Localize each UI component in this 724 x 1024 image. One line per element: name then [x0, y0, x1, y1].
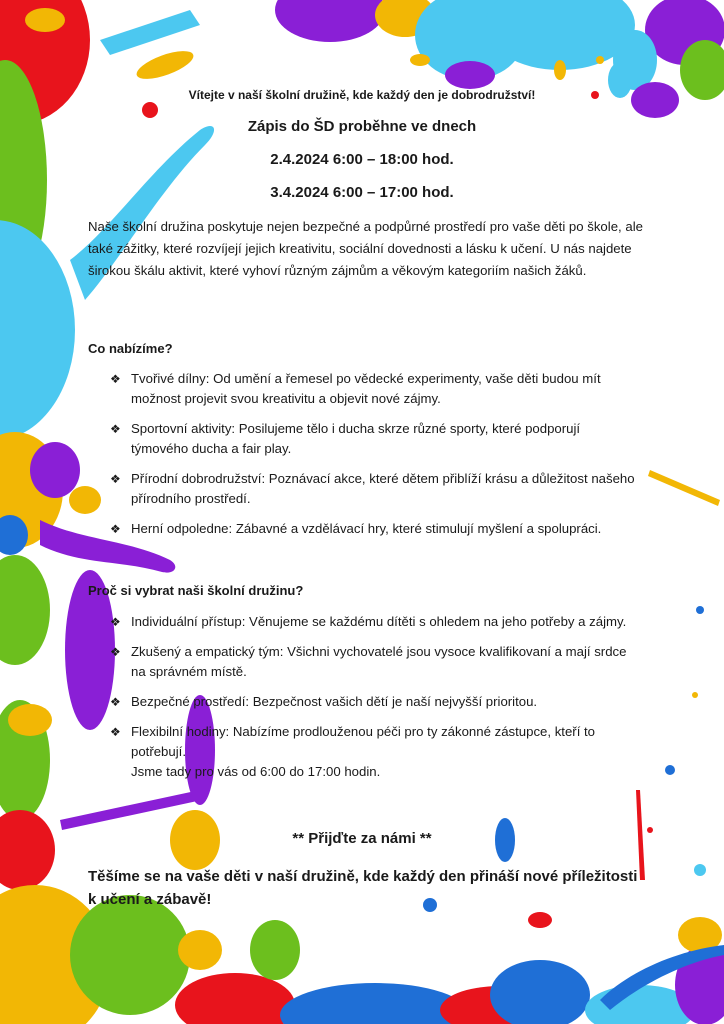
list-item-text: Herní odpoledne: Zábavné a vzdělávací hry, které stimulují myšlení a spolupráci.: [131, 521, 602, 536]
offer-list: [110, 369, 640, 549]
list-item-text: Bezpečné prostředí: Bezpečnost vašich dětí je naší nejvyšší prioritou.: [131, 694, 538, 709]
list-item-text: Individuální přístup: Věnujeme se každému dítěti s ohledem na jeho potřeby a zájmy.: [131, 614, 627, 629]
list-item-text: Tvořivé dílny: Od umění a řemesel po vědecké experimenty, vaše děti budou mít možnost projevit svou kreativitu a objevit nové zájmy.: [131, 371, 601, 406]
list-item: [110, 642, 640, 682]
enrollment-heading: Zápis do ŠD proběhne ve dnech: [247, 118, 477, 135]
list-item: [110, 612, 640, 632]
why-list: [110, 612, 640, 792]
list-item-text: Zkušený a empatický tým: Všichni vychovatelé jsou vysoce kvalifikovaní a mají srdce na správném místě.: [131, 644, 627, 679]
list-item: [110, 692, 640, 712]
bullet-icon: ❖: [110, 522, 121, 536]
bullet-icon: ❖: [110, 422, 121, 436]
list-item: [110, 722, 640, 782]
bullet-icon: ❖: [110, 695, 121, 709]
list-item-text: Přírodní dobrodružství: Poznávací akce, které dětem přiblíží krásu a důležitost našeho přírodního prostředí.: [131, 471, 635, 506]
enrollment-date-1: 2.4.2024 6:00 – 18:00 hod.: [270, 151, 454, 168]
call-to-action: ** Přijďte za námi **: [292, 830, 432, 847]
bullet-icon: ❖: [110, 372, 121, 386]
bullet-icon: ❖: [110, 615, 121, 629]
list-item: [110, 369, 640, 409]
enrollment-date-2: 3.4.2024 6:00 – 17:00 hod.: [270, 184, 454, 201]
list-item-text: Sportovní aktivity: Posilujeme tělo i ducha skrze různé sporty, které podporují týmového ducha a fair play.: [131, 421, 581, 456]
list-item-text: Flexibilní hodiny: Nabízíme prodlouženou péči pro ty zákonné zástupce, kteří to potřebují.: [131, 724, 596, 759]
list-item: [110, 419, 640, 459]
closing-statement: Těšíme se na vaše děti v naší družině, kde každý den přináší nové příležitosti k učení a zábavě!: [88, 868, 638, 908]
bullet-icon: ❖: [110, 472, 121, 486]
hours-note: Jsme tady pro vás od 6:00 do 17:00 hodin.: [131, 764, 381, 779]
bullet-icon: ❖: [110, 725, 121, 739]
why-heading: Proč si vybrat naši školní družinu?: [88, 583, 304, 598]
list-item: [110, 519, 640, 539]
intro-paragraph: Naše školní družina poskytuje nejen bezpečné a podpůrné prostředí pro vaše děti po škole, ale také zážitky, které rozvíjejí jejich kreativitu, sociální dovednosti a lásku k učení. U nás najdete širokou škálu aktivit, které vyhoví různým zájmům a věkovým kategoriím našich žáků.: [88, 219, 643, 278]
list-item: [110, 469, 640, 509]
bullet-icon: ❖: [110, 645, 121, 659]
offer-heading: Co nabízíme?: [88, 341, 173, 356]
welcome-line: Vítejte v naší školní družině, kde každý den je dobrodružství!: [188, 88, 536, 102]
